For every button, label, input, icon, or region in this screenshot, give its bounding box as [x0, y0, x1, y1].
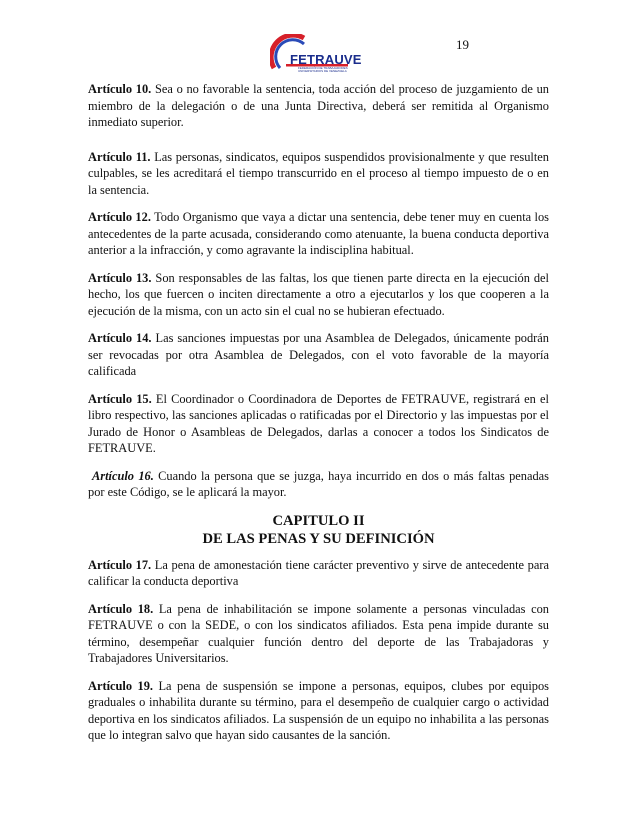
article-label: Artículo 11. — [88, 149, 151, 164]
article-text: Todo Organismo que vaya a dictar una sentencia, debe tener muy en cuenta los antecedentes de la parte acusada, considerando como atenuante, la buena conducta deportiva anterior a la infracción, y como agravante la indisciplina habitual. — [88, 210, 549, 257]
article-18 — [88, 601, 549, 667]
article-text: Las sanciones impuestas por una Asamblea de Delegados, únicamente podrán ser revocadas por otra Asamblea de Delegados, con el voto favorable de la mayoría calificada — [88, 331, 549, 378]
logo-title: FETRAUVE — [290, 52, 362, 67]
article-17 — [88, 557, 549, 590]
article-text: La pena de suspensión se impone a personas, equipos, clubes por equipos graduales o inhabilita durante su término, para el desempeño de cualquier cargo o actividad deportiva en los sindicatos afiliados. La suspensión de un equipo no inhabilita a las personas que lo integran salvo que hayan sido causantes de la sanción. — [88, 678, 549, 742]
chapter-title: CAPITULO II — [272, 512, 365, 529]
page-number: 19 — [456, 37, 469, 52]
article-16 — [88, 468, 549, 501]
article-text: La pena de amonestación tiene carácter preventivo y sirve de antecedente para calificar la conducta deportiva — [88, 557, 549, 588]
article-10 — [88, 81, 549, 131]
article-19 — [88, 678, 549, 744]
article-label: Artículo 19. — [88, 678, 154, 693]
article-label: Artículo 16. — [92, 468, 154, 483]
article-text: Sea o no favorable la sentencia, toda acción del proceso de juzgamiento de un miembro de la delegación o de una Junta Directiva, deberá ser remitida al Organismo inmediato superior. — [88, 82, 549, 129]
article-label: Artículo 17. — [88, 557, 152, 572]
chapter-subtitle: DE LAS PENAS Y SU DEFINICIÓN — [202, 530, 435, 547]
article-text: La pena de inhabilitación se impone solamente a personas vinculadas con FETRAUVE o con la SEDE, o con los sindicatos afiliados. Esta pena impide durante su término, desempeñar cualquier función dentro del deporte de las Trabajadoras y Trabajadores Universitarios. — [88, 601, 549, 665]
article-14 — [88, 330, 549, 380]
article-label: Artículo 10. — [88, 82, 152, 96]
article-text: Cuando la persona que se juzga, haya incurrido en dos o más faltas penadas por este Código, se le aplicará la mayor. — [88, 468, 549, 499]
article-label: Artículo 13. — [88, 270, 152, 285]
article-13 — [88, 270, 549, 320]
fetrauve-logo — [270, 34, 362, 76]
document-body — [88, 81, 549, 744]
article-11 — [88, 149, 549, 199]
article-label: Artículo 18. — [88, 601, 154, 616]
article-label: Artículo 14. — [88, 331, 152, 345]
article-text: El Coordinador o Coordinadora de Deportes de FETRAUVE, registrará en el libro respectivo, las sanciones aplicadas o ratificadas por el Directorio y las impuestas por el Jurado de Honor o Asambleas de Delegados, darlas a conocer a todos los Sindicatos de FETRAUVE. — [88, 391, 549, 455]
article-label: Artículo 12. — [88, 210, 151, 224]
article-text: Las personas, sindicatos, equipos suspendidos provisionalmente y que resulten culpables, se les acreditará el tiempo transcurrido en el proceso al tiempo impuesto de o en la sentencia. — [88, 149, 550, 197]
article-15 — [88, 391, 549, 457]
article-text: Son responsables de las faltas, los que tienen parte directa en la ejecución del hecho, los que fuercen o inciten directamente a otro a ejecutarlos y los que cooperen a la ejecución de la misma, con un acto sin el cual no se hubieran efectuado. — [88, 270, 549, 318]
article-12 — [88, 209, 549, 259]
logo-subtitle: FEDERACIÓN DE TRABAJADORES UNIVERSITARIOS DE VENEZUELA — [298, 66, 348, 74]
article-label: Artículo 15. — [88, 391, 152, 406]
